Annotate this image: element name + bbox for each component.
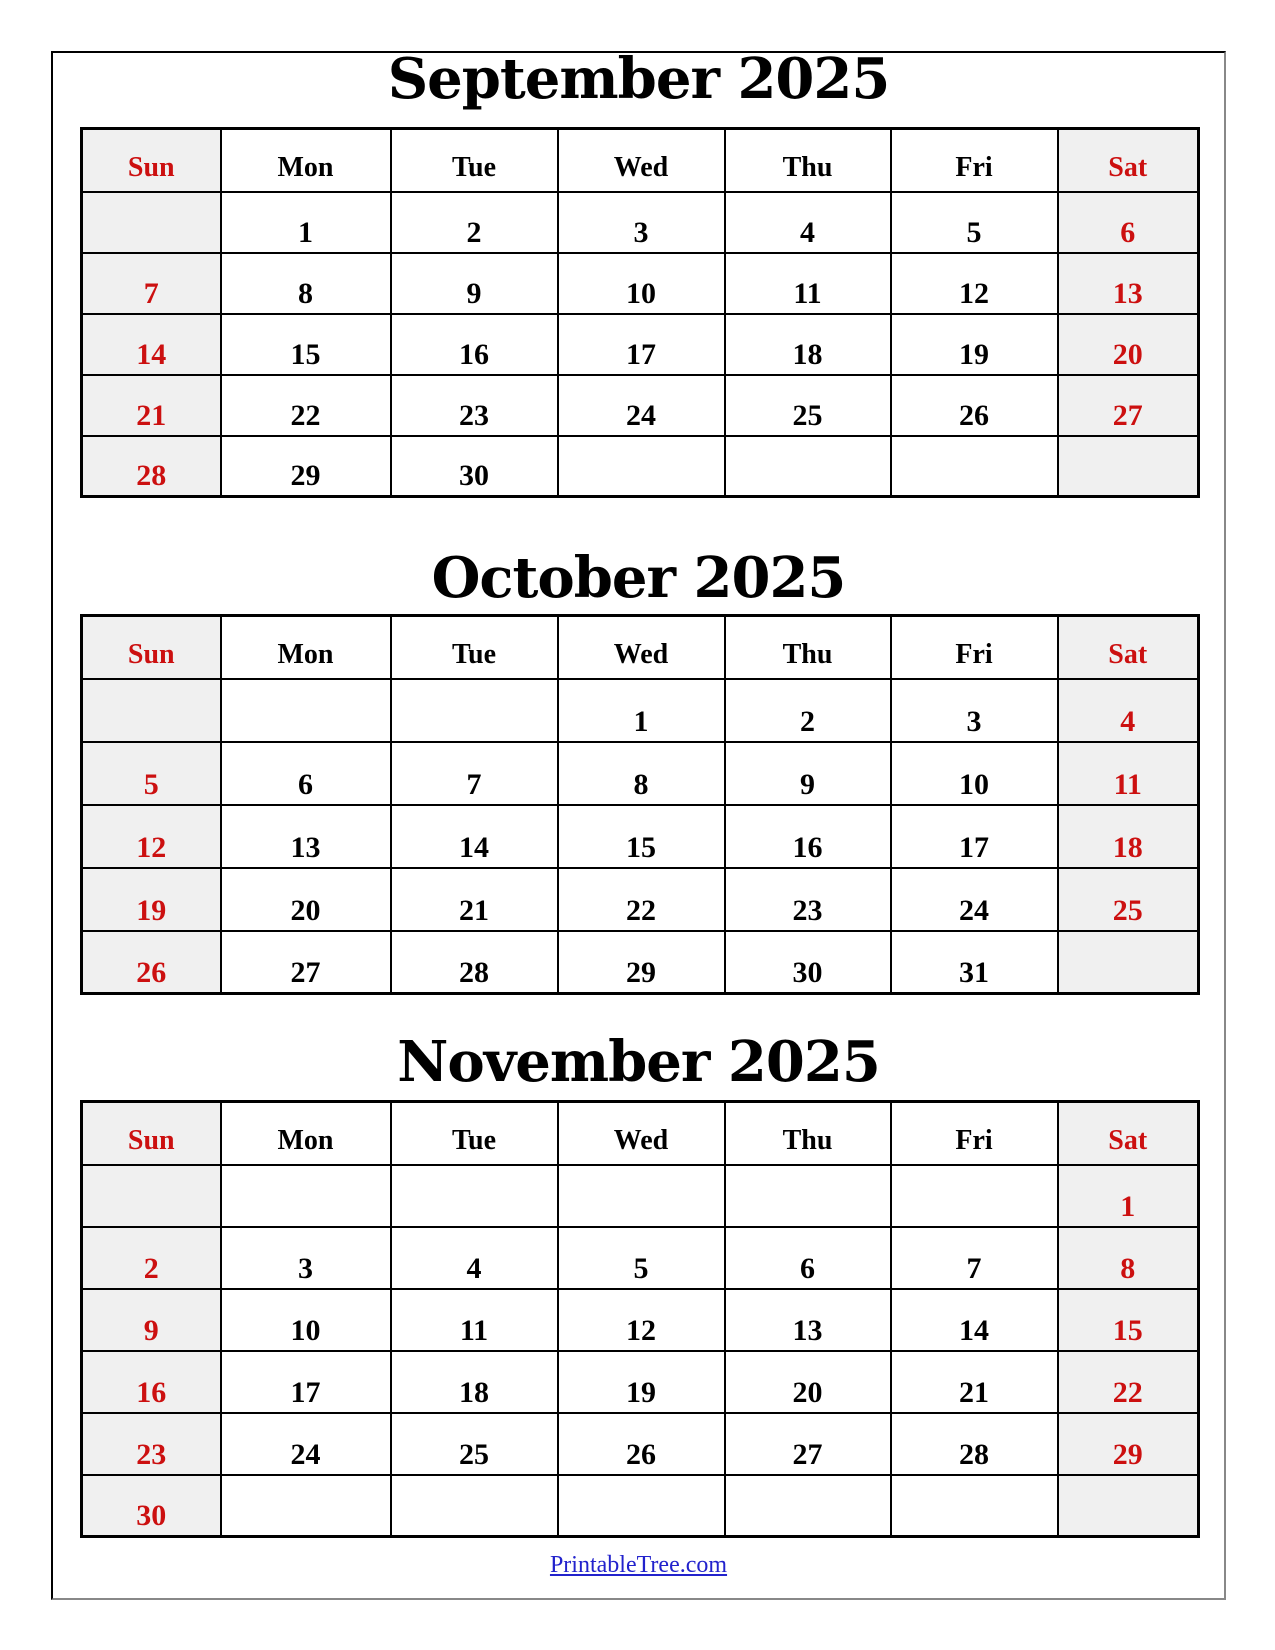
weekday-header-wed: Wed (558, 1102, 725, 1165)
day-cell: 9 (82, 1289, 221, 1351)
empty-day-cell (891, 1475, 1058, 1537)
day-cell: 11 (1058, 742, 1199, 805)
day-cell: 4 (391, 1227, 558, 1289)
weekday-header-row (82, 129, 1199, 192)
day-cell: 21 (82, 375, 221, 436)
day-cell: 15 (1058, 1289, 1199, 1351)
day-cell: 29 (1058, 1413, 1199, 1475)
day-cell: 3 (891, 679, 1058, 742)
day-cell: 6 (725, 1227, 891, 1289)
empty-day-cell (82, 679, 221, 742)
weekday-header-sun: Sun (82, 616, 221, 679)
day-cell: 24 (891, 868, 1058, 931)
weekday-header-sat: Sat (1058, 1102, 1199, 1165)
day-cell: 5 (82, 742, 221, 805)
day-cell: 1 (221, 192, 391, 253)
day-cell: 22 (558, 868, 725, 931)
day-cell: 27 (221, 931, 391, 994)
empty-day-cell (725, 436, 891, 497)
day-cell: 8 (558, 742, 725, 805)
day-cell: 30 (391, 436, 558, 497)
page-border-frame (51, 46, 1226, 1600)
empty-day-cell (725, 1475, 891, 1537)
day-cell: 3 (221, 1227, 391, 1289)
day-cell: 9 (391, 253, 558, 314)
day-cell: 1 (558, 679, 725, 742)
weekday-header-row (82, 616, 1199, 679)
weekday-header-mon: Mon (221, 1102, 391, 1165)
empty-day-cell (391, 679, 558, 742)
day-cell: 30 (725, 931, 891, 994)
day-cell: 28 (391, 931, 558, 994)
day-cell: 6 (1058, 192, 1199, 253)
day-cell: 17 (221, 1351, 391, 1413)
day-cell: 2 (82, 1227, 221, 1289)
weekday-header-thu: Thu (725, 1102, 891, 1165)
day-cell: 5 (891, 192, 1058, 253)
day-cell: 26 (558, 1413, 725, 1475)
day-cell: 26 (82, 931, 221, 994)
day-cell: 5 (558, 1227, 725, 1289)
week-row (82, 314, 1199, 375)
day-cell: 6 (221, 742, 391, 805)
day-cell: 14 (391, 805, 558, 868)
week-row (82, 679, 1199, 742)
calendar-table-november (80, 1100, 1200, 1538)
day-cell: 11 (391, 1289, 558, 1351)
day-cell: 20 (221, 868, 391, 931)
day-cell: 27 (725, 1413, 891, 1475)
empty-day-cell (391, 1165, 558, 1227)
week-row (82, 1351, 1199, 1413)
day-cell: 10 (221, 1289, 391, 1351)
day-cell: 9 (725, 742, 891, 805)
weekday-header-row (82, 1102, 1199, 1165)
day-cell: 16 (82, 1351, 221, 1413)
day-cell: 12 (82, 805, 221, 868)
day-cell: 25 (1058, 868, 1199, 931)
empty-day-cell (82, 1165, 221, 1227)
day-cell: 17 (558, 314, 725, 375)
weekday-header-sat: Sat (1058, 616, 1199, 679)
day-cell: 12 (558, 1289, 725, 1351)
day-cell: 15 (558, 805, 725, 868)
weekday-header-wed: Wed (558, 129, 725, 192)
week-row (82, 805, 1199, 868)
day-cell: 23 (391, 375, 558, 436)
month-title-september: September 2025 (387, 46, 890, 112)
day-cell: 24 (558, 375, 725, 436)
day-cell: 29 (221, 436, 391, 497)
day-cell: 17 (891, 805, 1058, 868)
week-row (82, 1475, 1199, 1537)
day-cell: 23 (725, 868, 891, 931)
day-cell: 21 (891, 1351, 1058, 1413)
month-title-november: November 2025 (397, 1029, 880, 1095)
empty-day-cell (725, 1165, 891, 1227)
day-cell: 15 (221, 314, 391, 375)
day-cell: 10 (558, 253, 725, 314)
weekday-header-wed: Wed (558, 616, 725, 679)
day-cell: 3 (558, 192, 725, 253)
week-row (82, 1165, 1199, 1227)
empty-day-cell (558, 436, 725, 497)
day-cell: 27 (1058, 375, 1199, 436)
weekday-header-mon: Mon (221, 616, 391, 679)
footer (53, 1550, 1224, 1580)
weekday-header-sun: Sun (82, 1102, 221, 1165)
week-row (82, 868, 1199, 931)
day-cell: 23 (82, 1413, 221, 1475)
day-cell: 19 (82, 868, 221, 931)
calendar-table-september (80, 127, 1200, 498)
month-title-october: October 2025 (431, 545, 846, 611)
day-cell: 26 (891, 375, 1058, 436)
day-cell: 16 (725, 805, 891, 868)
day-cell: 7 (891, 1227, 1058, 1289)
day-cell: 4 (725, 192, 891, 253)
weekday-header-fri: Fri (891, 1102, 1058, 1165)
empty-day-cell (221, 1165, 391, 1227)
empty-day-cell (391, 1475, 558, 1537)
day-cell: 7 (82, 253, 221, 314)
empty-day-cell (221, 1475, 391, 1537)
week-row (82, 1227, 1199, 1289)
day-cell: 22 (221, 375, 391, 436)
day-cell: 25 (391, 1413, 558, 1475)
empty-day-cell (82, 192, 221, 253)
day-cell: 20 (725, 1351, 891, 1413)
empty-day-cell (1058, 436, 1199, 497)
day-cell: 20 (1058, 314, 1199, 375)
weekday-header-tue: Tue (391, 1102, 558, 1165)
empty-day-cell (891, 436, 1058, 497)
weekday-header-sat: Sat (1058, 129, 1199, 192)
week-row (82, 253, 1199, 314)
empty-day-cell (1058, 931, 1199, 994)
week-row (82, 192, 1199, 253)
empty-day-cell (1058, 1475, 1199, 1537)
week-row (82, 375, 1199, 436)
day-cell: 13 (221, 805, 391, 868)
empty-day-cell (221, 679, 391, 742)
weekday-header-fri: Fri (891, 616, 1058, 679)
day-cell: 2 (391, 192, 558, 253)
week-row (82, 1289, 1199, 1351)
day-cell: 19 (891, 314, 1058, 375)
day-cell: 21 (391, 868, 558, 931)
day-cell: 7 (391, 742, 558, 805)
day-cell: 29 (558, 931, 725, 994)
day-cell: 25 (725, 375, 891, 436)
weekday-header-thu: Thu (725, 616, 891, 679)
day-cell: 16 (391, 314, 558, 375)
weekday-header-mon: Mon (221, 129, 391, 192)
empty-day-cell (891, 1165, 1058, 1227)
day-cell: 10 (891, 742, 1058, 805)
day-cell: 12 (891, 253, 1058, 314)
empty-day-cell (558, 1165, 725, 1227)
weekday-header-thu: Thu (725, 129, 891, 192)
day-cell: 1 (1058, 1165, 1199, 1227)
day-cell: 28 (891, 1413, 1058, 1475)
week-row (82, 931, 1199, 994)
day-cell: 8 (1058, 1227, 1199, 1289)
day-cell: 13 (1058, 253, 1199, 314)
weekday-header-tue: Tue (391, 616, 558, 679)
week-row (82, 742, 1199, 805)
day-cell: 11 (725, 253, 891, 314)
day-cell: 30 (82, 1475, 221, 1537)
empty-day-cell (558, 1475, 725, 1537)
calendar-table-october (80, 614, 1200, 995)
day-cell: 19 (558, 1351, 725, 1413)
week-row (82, 1413, 1199, 1475)
day-cell: 2 (725, 679, 891, 742)
day-cell: 18 (725, 314, 891, 375)
day-cell: 14 (82, 314, 221, 375)
day-cell: 4 (1058, 679, 1199, 742)
day-cell: 14 (891, 1289, 1058, 1351)
weekday-header-tue: Tue (391, 129, 558, 192)
day-cell: 31 (891, 931, 1058, 994)
day-cell: 18 (1058, 805, 1199, 868)
day-cell: 13 (725, 1289, 891, 1351)
week-row (82, 436, 1199, 497)
footer-link[interactable]: PrintableTree.com (549, 1552, 728, 1578)
weekday-header-sun: Sun (82, 129, 221, 192)
day-cell: 8 (221, 253, 391, 314)
day-cell: 22 (1058, 1351, 1199, 1413)
day-cell: 28 (82, 436, 221, 497)
day-cell: 18 (391, 1351, 558, 1413)
weekday-header-fri: Fri (891, 129, 1058, 192)
day-cell: 24 (221, 1413, 391, 1475)
